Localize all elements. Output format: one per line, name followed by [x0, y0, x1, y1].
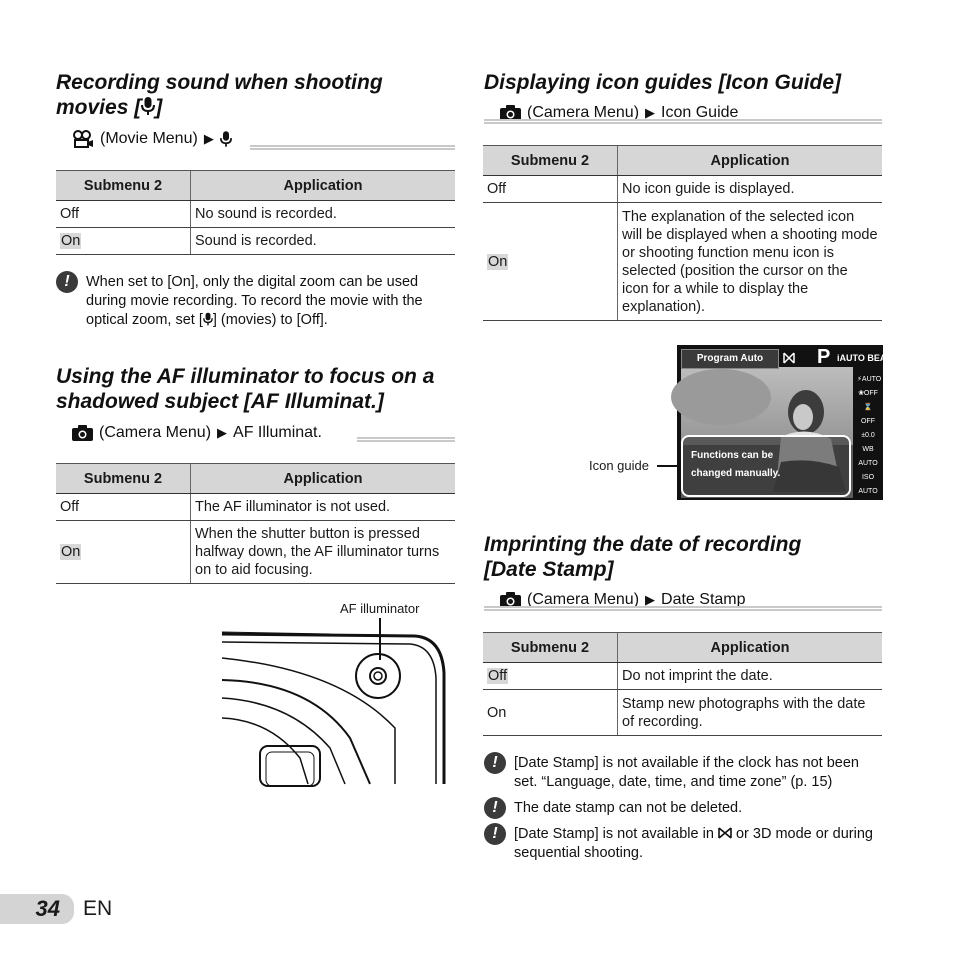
white-balance-icon: WB AUTO — [858, 446, 878, 467]
menu-path-date-stamp: (Camera Menu) ▶ Date Stamp — [500, 590, 746, 610]
warning-icon: ! — [484, 823, 506, 845]
microphone-icon — [141, 96, 155, 116]
self-timer-icon: ⌛OFF — [861, 404, 875, 425]
heading-sound-recording: Recording sound when shooting movies [ ] — [56, 71, 383, 119]
label-icon-guide: Icon guide — [589, 458, 649, 473]
warning-icon: ! — [484, 752, 506, 774]
table-row: On When the shutter button is pressed halfway down, the AF illuminator turns on to aid focusing. — [56, 521, 455, 584]
table-row: Off No sound is recorded. — [56, 201, 455, 228]
table-row: Off Do not imprint the date. — [483, 663, 882, 690]
mode-label: Program Auto — [681, 349, 779, 369]
table-row: On Stamp new photographs with the date of recording. — [483, 690, 882, 736]
menu-path-af: (Camera Menu) ▶ AF Illuminat. — [72, 423, 322, 443]
table-icon-guide: Submenu 2 Application Off No icon guide is displayed. On The explanation of the selected icon will be displayed when a shooting mode or shooting function menu icon is selected (position the cursor on the icon for a while to display the explanation). — [483, 145, 882, 321]
microphone-icon — [203, 312, 213, 326]
panorama-icon — [783, 352, 795, 364]
label-af-illuminator: AF illuminator — [340, 601, 420, 616]
menu-rule — [357, 437, 455, 442]
panorama-icon — [718, 827, 732, 839]
page-number: 34 — [35, 896, 60, 921]
iso-icon: ISO AUTO — [858, 474, 878, 495]
menu-rule — [484, 606, 882, 611]
icon-guide-box: Functions can be changed manually. — [681, 435, 851, 497]
menu-icon: MENU — [857, 530, 879, 537]
heading-af-illuminator: Using the AF illuminator to focus on a shadowed subject [AF Illuminat.] — [56, 365, 435, 413]
table-row: Off No icon guide is displayed. — [483, 176, 882, 203]
warning-icon: ! — [484, 797, 506, 819]
heading-icon-guide: Displaying icon guides [Icon Guide] — [484, 71, 842, 94]
language-label: EN — [83, 897, 113, 920]
camera-illustration — [220, 618, 460, 784]
note-date-panorama: ! [Date Stamp] is not available in or 3D mode or during sequential shooting. — [484, 825, 884, 863]
warning-icon: ! — [56, 271, 78, 293]
side-icon-column — [857, 373, 882, 541]
table-sound: Submenu 2 Application Off No sound is recorded. On Sound is recorded. — [56, 170, 455, 255]
camera-screen — [677, 345, 905, 537]
section-icon-guide — [484, 70, 904, 95]
menu-path-movie: (Movie Menu) ▶ — [72, 129, 232, 149]
heading-date-stamp: Imprinting the date of recording [Date Stamp] — [484, 533, 802, 581]
note-date-clock: ! [Date Stamp] is not available if the clock has not been set. “Language, date, time, and time zone” (p. 15) — [484, 754, 884, 792]
table-row: Off The AF illuminator is not used. — [56, 494, 455, 521]
program-mode-icon: P — [817, 346, 831, 368]
section-sound-recording — [56, 70, 456, 120]
image-size-icon: 14M — [861, 516, 875, 523]
macro-icon: ❀OFF — [858, 390, 878, 397]
section-date-stamp — [484, 532, 904, 582]
exposure-icon: ±0.0 — [861, 432, 875, 439]
menu-rule — [484, 119, 882, 124]
top-mode-icons: iAUTO BEAUTY — [837, 353, 905, 363]
microphone-icon — [220, 130, 232, 148]
section-af-illuminator — [56, 364, 466, 414]
table-date-stamp: Submenu 2 Application Off Do not imprint the date. On Stamp new photographs with the date of recording. — [483, 632, 882, 736]
note-date-delete: ! The date stamp can not be deleted. — [484, 799, 884, 819]
table-row: On The explanation of the selected icon will be displayed when a shooting mode or shooting function menu icon is selected (position the cursor on the icon for a while to display the explanation). — [483, 203, 882, 321]
callout-line — [657, 465, 681, 467]
movie-camera-icon — [72, 130, 94, 148]
note-sound: ! When set to [On], only the digital zoom can be used during movie recording. To record the movie with the optical zoom, set [ ] (movies) to [Off]. — [56, 273, 451, 330]
flash-icon: ⚡AUTO — [857, 376, 882, 383]
table-af: Submenu 2 Application Off The AF illuminator is not used. On When the shutter button is pressed halfway down, the AF illuminator turns on to aid focusing. — [56, 463, 455, 584]
table-row: On Sound is recorded. — [56, 228, 455, 255]
drive-icon: ▭ — [864, 502, 872, 509]
menu-rule — [250, 145, 455, 150]
camera-icon — [72, 425, 93, 441]
page-number-tab — [0, 894, 74, 924]
menu-path-icon-guide: (Camera Menu) ▶ Icon Guide — [500, 103, 738, 123]
